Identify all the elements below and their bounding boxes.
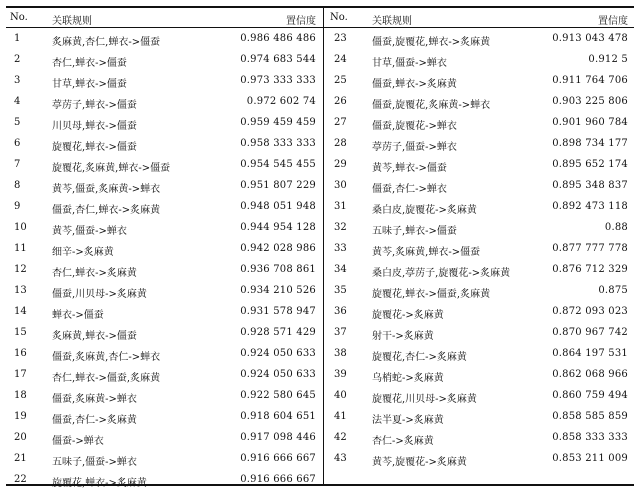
- table-header-right: [326, 8, 634, 27]
- row-number: 23: [334, 33, 347, 44]
- confidence-value: 0.860 759 494: [552, 390, 628, 401]
- rule-text: 法半夏->炙麻黄: [372, 415, 444, 426]
- confidence-value: 0.954 545 455: [240, 159, 316, 170]
- row-number: 25: [334, 75, 347, 86]
- row-number: 14: [14, 306, 27, 317]
- header-no: No.: [10, 12, 28, 23]
- table-row: [6, 155, 322, 176]
- rule-text: 僵蚕,杏仁,蝉衣->炙麻黄: [52, 205, 161, 216]
- rule-text: 僵蚕,旋覆花,炙麻黄->蝉衣: [372, 100, 491, 111]
- confidence-value: 0.922 580 645: [240, 390, 316, 401]
- row-number: 22: [14, 474, 27, 485]
- header-no: No.: [330, 12, 348, 23]
- row-number: 16: [14, 348, 27, 359]
- rule-text: 僵蚕,蝉衣->炙麻黄: [372, 79, 457, 90]
- rule-text: 僵蚕->蝉衣: [52, 436, 104, 447]
- row-number: 5: [14, 117, 21, 128]
- row-number: 15: [14, 327, 27, 338]
- rule-text: 黄芩,旋覆花->炙麻黄: [372, 457, 467, 468]
- column-divider: [323, 6, 324, 486]
- table-row: [326, 218, 634, 239]
- table-row: [6, 449, 322, 470]
- confidence-value: 0.88: [604, 222, 628, 233]
- row-number: 41: [334, 411, 347, 422]
- row-number: 29: [334, 159, 347, 170]
- table-row: [326, 176, 634, 197]
- row-number: 40: [334, 390, 347, 401]
- row-number: 11: [14, 243, 27, 254]
- rule-text: 僵蚕,川贝母->炙麻黄: [52, 289, 147, 300]
- rule-text: 旋覆花->炙麻黄: [372, 310, 444, 321]
- row-number: 26: [334, 96, 347, 107]
- confidence-value: 0.895 348 837: [552, 180, 628, 191]
- row-number: 18: [14, 390, 27, 401]
- rule-text: 炙麻黄,蝉衣->僵蚕: [52, 331, 137, 342]
- table-row: [326, 386, 634, 407]
- table-row: [326, 428, 634, 449]
- row-number: 9: [14, 201, 21, 212]
- rule-text: 蝉衣->僵蚕: [52, 310, 104, 321]
- table-row: [326, 239, 634, 260]
- rule-text: 黄芩,蝉衣->僵蚕: [372, 163, 447, 174]
- table-row: [326, 29, 634, 50]
- table-row: [326, 407, 634, 428]
- confidence-value: 0.931 578 947: [240, 306, 316, 317]
- confidence-value: 0.986 486 486: [240, 33, 316, 44]
- rule-text: 甘草,蝉衣->僵蚕: [52, 79, 127, 90]
- row-number: 7: [14, 159, 21, 170]
- table-row: [6, 197, 322, 218]
- table-row: [326, 71, 634, 92]
- table-row: [6, 386, 322, 407]
- row-number: 42: [334, 432, 347, 443]
- row-number: 10: [14, 222, 27, 233]
- table-row: [6, 134, 322, 155]
- row-number: 36: [334, 306, 347, 317]
- rule-text: 杏仁,蝉衣->僵蚕,炙麻黄: [52, 373, 161, 384]
- header-confidence: 置信度: [286, 16, 316, 27]
- rule-text: 黄芩,僵蚕,炙麻黄->蝉衣: [52, 184, 161, 195]
- row-number: 30: [334, 180, 347, 191]
- table-row: [326, 50, 634, 71]
- table-row: [326, 260, 634, 281]
- confidence-value: 0.913 043 478: [552, 33, 628, 44]
- rule-text: 旋覆花,川贝母->炙麻黄: [372, 394, 477, 405]
- rule-text: 旋覆花,蝉衣->炙麻黄: [52, 478, 147, 489]
- table-row: [6, 407, 322, 428]
- rule-text: 五味子,僵蚕->蝉衣: [52, 457, 137, 468]
- rule-text: 黄芩,炙麻黄,蝉衣->僵蚕: [372, 247, 481, 258]
- right-rows: [326, 29, 634, 470]
- confidence-value: 0.916 666 667: [240, 453, 316, 464]
- confidence-value: 0.853 211 009: [552, 453, 628, 464]
- confidence-value: 0.936 708 861: [240, 264, 316, 275]
- rule-text: 射干->炙麻黄: [372, 331, 434, 342]
- row-number: 21: [14, 453, 27, 464]
- rule-text: 杏仁,蝉衣->僵蚕: [52, 58, 127, 69]
- table-row: [326, 344, 634, 365]
- row-number: 34: [334, 264, 347, 275]
- table-row: [6, 239, 322, 260]
- confidence-value: 0.924 050 633: [240, 369, 316, 380]
- row-number: 35: [334, 285, 347, 296]
- rule-text: 桑白皮,葶苈子,旋覆花->炙麻黄: [372, 268, 511, 279]
- confidence-value: 0.973 333 333: [240, 75, 316, 86]
- table-row: [6, 365, 322, 386]
- rule-text: 桑白皮,旋覆花->炙麻黄: [372, 205, 477, 216]
- rule-text: 杏仁->炙麻黄: [372, 436, 434, 447]
- table-row: [6, 113, 322, 134]
- header-rule-text: 关联规则: [52, 16, 92, 27]
- confidence-value: 0.892 473 118: [552, 201, 628, 212]
- confidence-value: 0.903 225 806: [552, 96, 628, 107]
- table-row: [6, 281, 322, 302]
- confidence-value: 0.870 967 742: [552, 327, 628, 338]
- confidence-value: 0.872 093 023: [552, 306, 628, 317]
- confidence-value: 0.858 333 333: [552, 432, 628, 443]
- confidence-value: 0.958 333 333: [240, 138, 316, 149]
- row-number: 19: [14, 411, 27, 422]
- table-row: [6, 302, 322, 323]
- confidence-value: 0.916 666 667: [240, 474, 316, 485]
- row-number: 6: [14, 138, 21, 149]
- table-row: [326, 281, 634, 302]
- table-row: [326, 323, 634, 344]
- confidence-value: 0.858 585 859: [552, 411, 628, 422]
- table-row: [326, 92, 634, 113]
- row-number: 37: [334, 327, 347, 338]
- row-number: 13: [14, 285, 27, 296]
- rule-text: 旋覆花,炙麻黄,蝉衣->僵蚕: [52, 163, 171, 174]
- row-number: 2: [14, 54, 21, 65]
- table-row: [6, 176, 322, 197]
- rule-text: 乌梢蛇->炙麻黄: [372, 373, 444, 384]
- left-half: [6, 6, 322, 489]
- rule-text: 黄芩,僵蚕->蝉衣: [52, 226, 127, 237]
- confidence-value: 0.928 571 429: [240, 327, 316, 338]
- row-number: 32: [334, 222, 347, 233]
- confidence-value: 0.972 602 74: [246, 96, 316, 107]
- table-row: [6, 29, 322, 50]
- row-number: 27: [334, 117, 347, 128]
- rule-text: 炙麻黄,杏仁,蝉衣->僵蚕: [52, 37, 161, 48]
- confidence-value: 0.934 210 526: [240, 285, 316, 296]
- table-row: [6, 92, 322, 113]
- table-row: [6, 323, 322, 344]
- rule-text: 僵蚕,旋覆花,蝉衣->炙麻黄: [372, 37, 491, 48]
- confidence-value: 0.864 197 531: [552, 348, 628, 359]
- table-row: [6, 428, 322, 449]
- header-rule-text: 关联规则: [372, 16, 412, 27]
- confidence-value: 0.875: [598, 285, 628, 296]
- rule-text: 川贝母,蝉衣->僵蚕: [52, 121, 137, 132]
- confidence-value: 0.924 050 633: [240, 348, 316, 359]
- association-rules-table: [6, 6, 634, 489]
- confidence-value: 0.911 764 706: [552, 75, 628, 86]
- row-number: 28: [334, 138, 347, 149]
- table-row: [6, 50, 322, 71]
- rule-text: 旋覆花,杏仁->炙麻黄: [372, 352, 467, 363]
- row-number: 33: [334, 243, 347, 254]
- rule-text: 僵蚕,炙麻黄->蝉衣: [52, 394, 137, 405]
- confidence-value: 0.974 683 544: [240, 54, 316, 65]
- table-row: [326, 302, 634, 323]
- rule-text: 五味子,蝉衣->僵蚕: [372, 226, 457, 237]
- row-number: 12: [14, 264, 27, 275]
- row-number: 20: [14, 432, 27, 443]
- table-row: [6, 218, 322, 239]
- rule-text: 杏仁,蝉衣->炙麻黄: [52, 268, 137, 279]
- confidence-value: 0.912 5: [588, 54, 628, 65]
- row-number: 1: [14, 33, 21, 44]
- row-number: 8: [14, 180, 21, 191]
- confidence-value: 0.895 652 174: [552, 159, 628, 170]
- confidence-value: 0.876 712 329: [552, 264, 628, 275]
- row-number: 39: [334, 369, 347, 380]
- right-half: [326, 6, 634, 486]
- table-row: [6, 71, 322, 92]
- confidence-value: 0.917 098 446: [240, 432, 316, 443]
- rule-text: 细辛->炙麻黄: [52, 247, 114, 258]
- rule-text: 甘草,僵蚕->蝉衣: [372, 58, 447, 69]
- rule-text: 僵蚕,杏仁->蝉衣: [372, 184, 447, 195]
- row-number: 17: [14, 369, 27, 380]
- header-confidence: 置信度: [598, 16, 628, 27]
- row-number: 43: [334, 453, 347, 464]
- confidence-value: 0.918 604 651: [240, 411, 316, 422]
- confidence-value: 0.944 954 128: [240, 222, 316, 233]
- table-row: [6, 470, 322, 491]
- table-row: [326, 449, 634, 470]
- rule-text: 旋覆花,蝉衣->僵蚕,炙麻黄: [372, 289, 491, 300]
- table-row: [326, 365, 634, 386]
- rule-text: 葶苈子,蝉衣->僵蚕: [52, 100, 137, 111]
- table-row: [6, 344, 322, 365]
- confidence-value: 0.959 459 459: [240, 117, 316, 128]
- rule-text: 僵蚕,杏仁->炙麻黄: [52, 415, 137, 426]
- table-row: [326, 155, 634, 176]
- table-row: [326, 197, 634, 218]
- row-number: 31: [334, 201, 347, 212]
- confidence-value: 0.898 734 177: [552, 138, 628, 149]
- row-number: 24: [334, 54, 347, 65]
- confidence-value: 0.951 807 229: [240, 180, 316, 191]
- row-number: 38: [334, 348, 347, 359]
- confidence-value: 0.901 960 784: [552, 117, 628, 128]
- rule-text: 葶苈子,僵蚕->蝉衣: [372, 142, 457, 153]
- confidence-value: 0.942 028 986: [240, 243, 316, 254]
- table-header-left: [6, 8, 322, 27]
- confidence-value: 0.862 068 966: [552, 369, 628, 380]
- table-row: [326, 134, 634, 155]
- confidence-value: 0.877 777 778: [552, 243, 628, 254]
- rule-text: 僵蚕,旋覆花->蝉衣: [372, 121, 457, 132]
- rule-text: 旋覆花,蝉衣->僵蚕: [52, 142, 137, 153]
- row-number: 3: [14, 75, 21, 86]
- table-row: [6, 260, 322, 281]
- rule-text: 僵蚕,炙麻黄,杏仁->蝉衣: [52, 352, 161, 363]
- row-number: 4: [14, 96, 21, 107]
- table-row: [326, 113, 634, 134]
- left-rows: [6, 29, 322, 491]
- confidence-value: 0.948 051 948: [240, 201, 316, 212]
